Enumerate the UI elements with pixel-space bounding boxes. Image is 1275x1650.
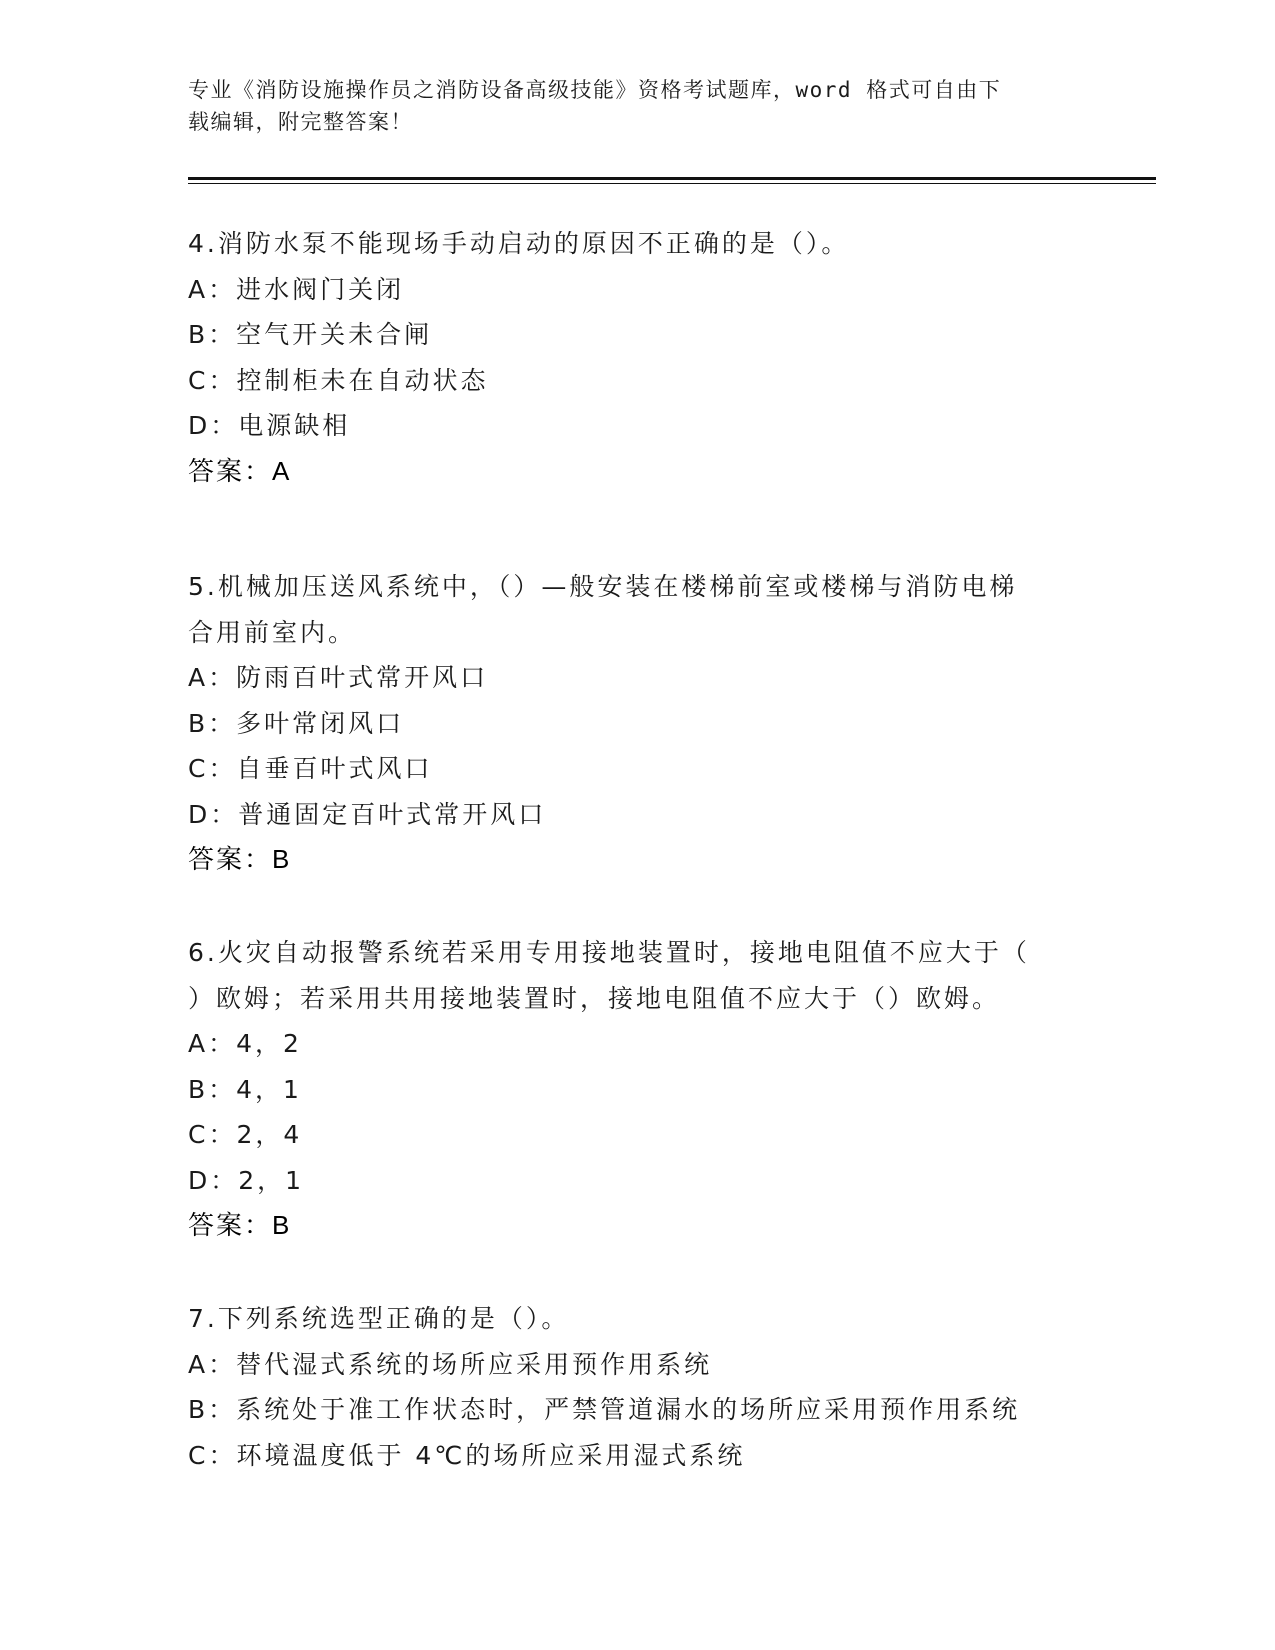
header-rule-thin: [188, 183, 1156, 184]
header-line-2: 载编辑，附完整答案！: [188, 110, 413, 134]
answer: 答案：A: [188, 455, 292, 486]
option-a: A：替代湿式系统的场所应采用预作用系统: [188, 1349, 713, 1379]
question-6: [188, 930, 1088, 1249]
option-c: C：控制柜未在自动状态: [188, 365, 489, 395]
option-d: D：普通固定百叶式常开风口: [188, 799, 547, 829]
option-b: B：多叶常闭风口: [188, 708, 405, 738]
document-header: [188, 74, 1068, 138]
question-5: [188, 564, 1088, 883]
question-stem-line-2: 合用前室内。: [188, 617, 357, 647]
question-stem-line-2: ）欧姆；若采用共用接地装置时，接地电阻值不应大于（）欧姆。: [188, 983, 1001, 1013]
option-d: D：2，1: [188, 1165, 305, 1195]
answer: 答案：B: [188, 1210, 292, 1240]
option-c: C：2，4: [188, 1120, 303, 1149]
option-d: D：电源缺相: [188, 411, 351, 440]
question-stem: 7.下列系统选型正确的是（）。: [188, 1304, 570, 1333]
answer: 答案：B: [188, 844, 292, 874]
option-a: A：防雨百叶式常开风口: [188, 663, 489, 692]
question-4: [188, 221, 1088, 494]
option-c: C：环境温度低于 4℃的场所应采用湿式系统: [188, 1440, 746, 1470]
question-stem: 4.消防水泵不能现场手动启动的原因不正确的是（）。: [188, 229, 850, 258]
header-line-1: 专业《消防设施操作员之消防设备高级技能》资格考试题库，word 格式可自由下: [188, 78, 1002, 102]
option-b: B：系统处于准工作状态时，严禁管道漏水的场所应采用预作用系统: [188, 1395, 1021, 1424]
option-b: B：4，1: [188, 1074, 302, 1104]
option-a: A：进水阀门关闭: [188, 274, 405, 304]
option-a: A：4，2: [188, 1029, 302, 1058]
question-stem-line-1: 6.火灾自动报警系统若采用专用接地装置时，接地电阻值不应大于（: [188, 938, 1030, 967]
question-7: [188, 1296, 1088, 1478]
question-stem-line-1: 5.机械加压送风系统中，（）—般安装在楼梯前室或楼梯与消防电梯: [188, 572, 1018, 601]
header-rule-thick: [188, 177, 1156, 180]
option-b: B：空气开关未合闸: [188, 320, 433, 349]
option-c: C：自垂百叶式风口: [188, 754, 433, 783]
